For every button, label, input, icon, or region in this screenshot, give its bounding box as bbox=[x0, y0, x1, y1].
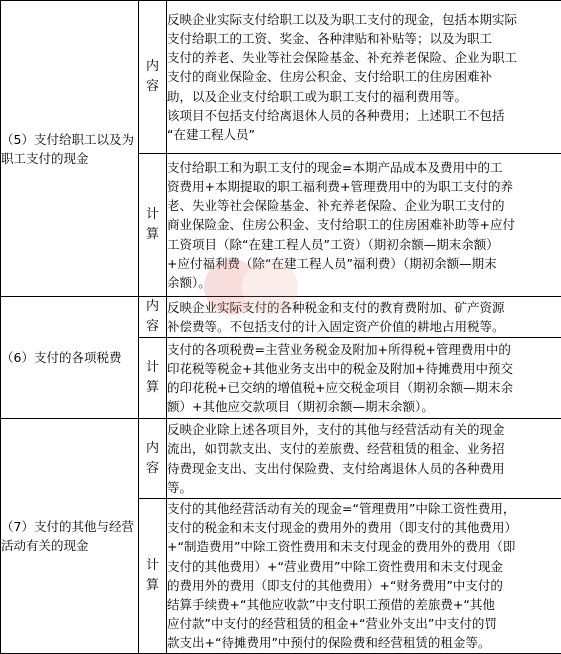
content-text: 反映企业实际支付的各种税金和支付的教育费附加、矿产资源 补偿费等。不包括支付的计入固定资产价值的耕地占用税等。 bbox=[167, 297, 561, 338]
table-row bbox=[1, 1, 561, 154]
calc-text: 支付给职工和为职工支付的现金=本期产品成本及费用中的工 资费用+本期提取的职工福利费+管理费用中的为职工支付的养 老、失业等社会保险基金、补充养老保险、企业为职工支付的 商业保险金、住房公积金、支付给职工的住房困难补助等+应付 工资项目（除“在建工程人员”工资）（期初余额—期末余额） +应付福利费（除“在建工程人员”福利费）（期初余额—期末 余额）。 bbox=[167, 154, 561, 297]
content-label: 内 容 bbox=[139, 1, 167, 154]
item-cell: （6）支付的各项税费 bbox=[1, 297, 139, 419]
table-row bbox=[1, 297, 561, 338]
calc-text: 支付的各项税费=主营业务税金及附加+所得税+管理费用中的 印花税等税金+其他业务支出中的税金及附加+待摊费用中预交 的印花税+已交纳的增值税+应交税金项目（期初余额—期末余 额）+其他应交款项目（期初余额—期末余额）。 bbox=[167, 338, 561, 419]
calc-label: 计 算 bbox=[139, 154, 167, 297]
calc-label: 计 算 bbox=[139, 499, 167, 654]
item-cell: （7）支付的其他与经营活动有关的现金 bbox=[1, 419, 139, 654]
item-cell: （5）支付给职工以及为职工支付的现金 bbox=[1, 1, 139, 297]
content-text: 反映企业实际支付给职工以及为职工支付的现金，包括本期实际 支付给职工的工资、奖金、各种津贴和补贴等；以及为职工 支付的养老、失业等社会保险基金、补充养老保险、企业为职工 支付的商业保险金、住房公积金、支付给职工的住房困难补 助，以及企业支付给职工或为职工支付的福利费用等。 该项目不包括支付给离退休人员的各种费用；上述职工不包括 “在建工程人员” bbox=[167, 1, 561, 154]
content-label: 内 容 bbox=[139, 419, 167, 499]
content-text: 反映企业除上述各项目外，支付的其他与经营活动有关的现金 流出，如罚款支出、支付的差旅费、经营租赁的租金、业务招 待费现金支出、支出付保险费、支付给离退休人员的各种费用 等。 bbox=[167, 419, 561, 499]
table-row bbox=[1, 419, 561, 499]
content-label: 内 容 bbox=[139, 297, 167, 338]
calc-label: 计 算 bbox=[139, 338, 167, 419]
calc-text: 支付的其他经营活动有关的现金=“管理费用”中除工资性费用， 支付的税金和未支付现金的费用外的费用（即支付的其他费用） +“制造费用”中除工资性费用和未支付现金的费用外的费用（即 支付的其他费用）+“营业费用”中除工资性费用和未支付现金 的费用外的费用（即支付的其他费用）+“财务费用”中支付的 结算手续费+“其他应收款”中支付职工预借的差旅费+“其他 应付款”中支付的经营租赁的租金+“营业外支出”中支付的罚 款支出+“待摊费用”中预付的保险费和经营租赁的租金等。 bbox=[167, 499, 561, 654]
